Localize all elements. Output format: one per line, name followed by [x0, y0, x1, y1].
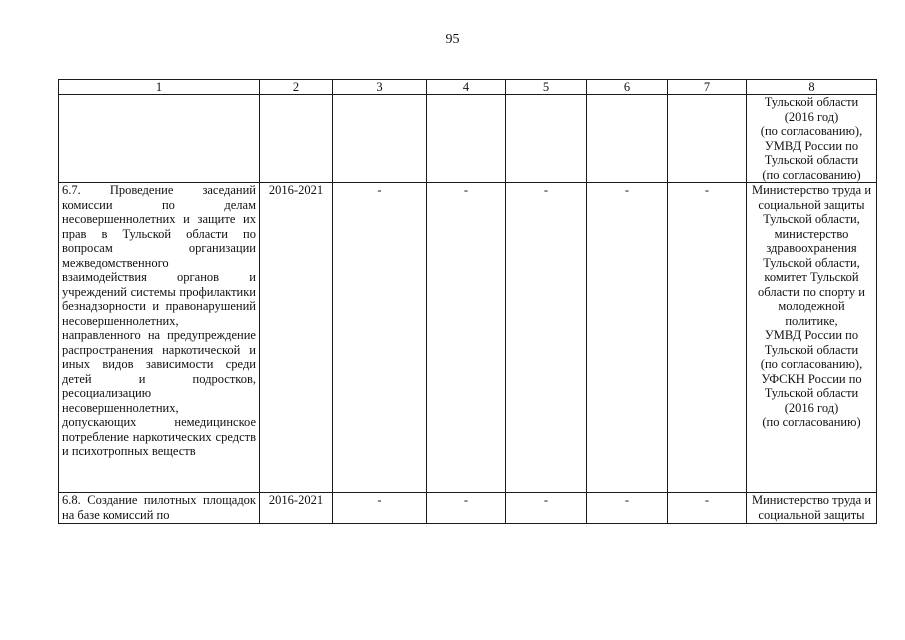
period-cell: 2016-2021 — [260, 183, 333, 493]
executor-line: комитет Тульской — [764, 270, 859, 284]
value-cell — [506, 95, 587, 183]
executor-line: Тульской области — [764, 153, 859, 167]
executor-line: Тульской области, — [763, 212, 860, 226]
executor-line: министерство — [774, 226, 849, 241]
table-row — [59, 95, 877, 183]
executor-line: УФСКН России по — [761, 371, 862, 386]
executor-line: УМВД России по — [764, 138, 859, 153]
executor-line: Министерство труда и — [751, 183, 872, 197]
executor-line: Тульской области — [764, 342, 859, 357]
executor-line: (по согласованию) — [762, 167, 861, 182]
executor-line: молодежной — [778, 299, 845, 313]
activity-cell: 6.7. Проведение заседаний комиссии по делам несовершеннолетних и защите их прав в Тульской области по вопросам организации межведомственного взаимодействия органов и учреждений системы профилактики безнадзорности и правонарушений несовершеннолетних, направленного на предупреждение распространения наркотической и иных видов зависимости среди детей и подростков, ресоциализацию несовершеннолетних, допускающих немедицинское потребление наркотических средств и психотропных веществ — [59, 183, 260, 493]
executor-line: социальной защиты — [758, 507, 865, 522]
value-cell: - — [333, 493, 427, 524]
column-number-row — [59, 80, 877, 95]
value-cell: - — [587, 183, 668, 493]
value-cell — [587, 95, 668, 183]
column-number: 8 — [747, 80, 877, 95]
value-cell: - — [668, 493, 747, 524]
activity-cell: 6.8. Создание пилотных площадок на базе комиссий по — [59, 493, 260, 524]
executor-line: политике, — [785, 313, 838, 328]
column-number: 1 — [59, 80, 260, 95]
executor-line: социальной защиты — [758, 197, 865, 212]
executor-line: здравоохранения — [766, 241, 857, 255]
period-cell — [260, 95, 333, 183]
column-number: 7 — [668, 80, 747, 95]
executor-line: Министерство труда и — [751, 493, 872, 507]
value-cell: - — [668, 183, 747, 493]
value-cell — [427, 95, 506, 183]
value-cell: - — [506, 183, 587, 493]
executor-line: Тульской области — [764, 95, 859, 109]
executors-cell — [747, 183, 877, 493]
period-cell: 2016-2021 — [260, 493, 333, 524]
column-number: 4 — [427, 80, 506, 95]
executor-line: (по согласованию), — [760, 357, 863, 371]
value-cell — [668, 95, 747, 183]
value-cell: - — [427, 183, 506, 493]
executor-line: (по согласованию), — [760, 124, 863, 138]
executors-cell — [747, 493, 877, 524]
page-number: 95 — [445, 32, 460, 47]
executor-line: (по согласованию) — [762, 415, 861, 429]
executor-line: области по спорту и — [758, 284, 865, 299]
table-row — [59, 493, 877, 524]
table-row — [59, 183, 877, 493]
column-number: 5 — [506, 80, 587, 95]
executor-line: Тульской области — [764, 386, 859, 400]
value-cell: - — [506, 493, 587, 524]
value-cell: - — [333, 183, 427, 493]
executor-line: Тульской области, — [763, 255, 860, 270]
program-activities-table — [58, 79, 877, 524]
executor-line: (2016 год) — [784, 400, 839, 415]
executors-cell — [747, 95, 877, 183]
value-cell — [333, 95, 427, 183]
executor-line: (2016 год) — [784, 109, 839, 124]
value-cell: - — [427, 493, 506, 524]
activity-cell — [59, 95, 260, 183]
value-cell: - — [587, 493, 668, 524]
column-number: 2 — [260, 80, 333, 95]
column-number: 3 — [333, 80, 427, 95]
column-number: 6 — [587, 80, 668, 95]
executor-line: УМВД России по — [764, 328, 859, 342]
